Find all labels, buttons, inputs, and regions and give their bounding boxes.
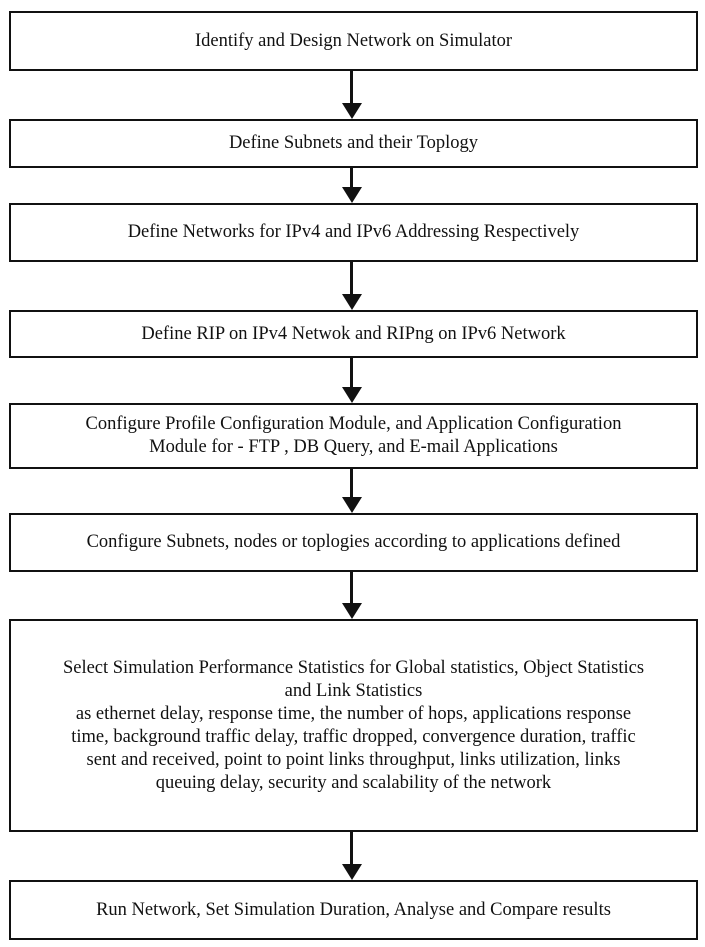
arrow-connector-7 (340, 832, 364, 880)
step-box-3 (9, 203, 698, 262)
step-box-1 (9, 11, 698, 71)
step-label-8: Run Network, Set Simulation Duration, Analyse and Compare results (96, 899, 611, 920)
step-label-7: Select Simulation Performance Statistics for Global statistics, Object Statistics and Link Statistics as ethernet delay, response time, the number of hops, applications response time, background traffic delay, traffic dropped, convergence duration, traffic sent and received, point to point links throughput, links utilization, links queuing delay, security and scalability of the network (62, 657, 645, 793)
arrow-connector-1 (340, 71, 364, 119)
arrow-connector-3 (340, 262, 364, 310)
arrow-connector-4 (340, 358, 364, 403)
step-label-5: Configure Profile Configuration Module, and Application Configuration Module for - FTP , DB Query, and E-mail Applications (85, 414, 622, 457)
arrow-connector-6 (340, 572, 364, 619)
step-box-8 (9, 880, 698, 940)
step-label-4: Define RIP on IPv4 Netwok and RIPng on IPv6 Network (141, 323, 566, 344)
step-label-2: Define Subnets and their Toplogy (228, 133, 479, 153)
step-label-3: Define Networks for IPv4 and IPv6 Addressing Respectively (127, 222, 580, 242)
step-box-7 (9, 619, 698, 832)
step-label-6: Configure Subnets, nodes or toplogies according to applications defined (86, 532, 621, 552)
step-box-6 (9, 513, 698, 572)
arrow-connector-5 (340, 469, 364, 513)
step-box-2 (9, 119, 698, 168)
arrow-connector-2 (340, 168, 364, 203)
step-label-1: Identify and Design Network on Simulator (194, 30, 512, 51)
step-box-5 (9, 403, 698, 469)
step-box-4 (9, 310, 698, 358)
